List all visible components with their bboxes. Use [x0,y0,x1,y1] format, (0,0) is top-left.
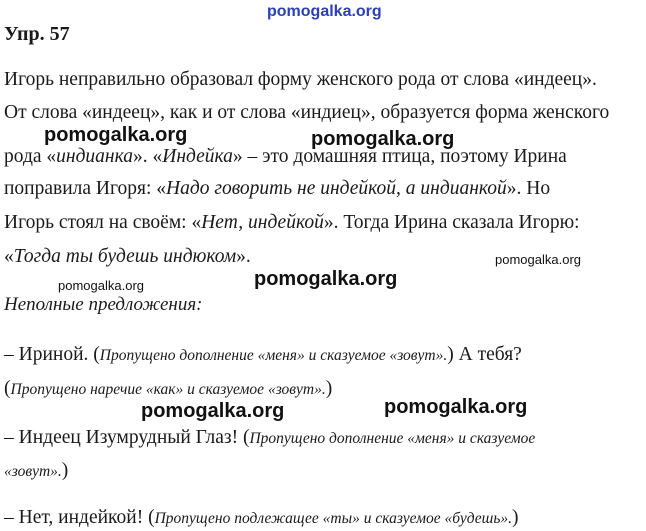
watermark: pomogalka.org [141,400,285,422]
exercise-title: Упр. 57 [4,23,70,45]
paragraph-line-4: поправила Игоря: «Надо говорить не индейкой, а индианкой». Но [4,178,551,199]
paragraph-line-1: Игорь неправильно образовал форму женского рода от слова «индеец». [4,69,597,90]
paragraph-line-2: От слова «индеец», как и от слова «индиец», образуется форма женского [4,102,610,123]
watermark: pomogalka.org [384,396,528,418]
watermark-small: pomogalka.org [58,278,144,293]
watermark: pomogalka.org [311,128,455,150]
item-2-cont: «зовут».) [4,460,69,481]
watermark: pomogalka.org [44,124,188,146]
item-1: – Ириной. (Пропущено дополнение «меня» и сказуемое «зовут».) А тебя? [4,344,522,365]
watermark-small: pomogalka.org [495,252,581,267]
paragraph-line-5: Игорь стоял на своём: «Нет, индейкой». Тогда Ирина сказала Игорю: [4,212,580,233]
paragraph-line-6: «Тогда ты будешь индюком». [4,246,251,267]
section-title: Неполные предложения: [4,294,203,315]
watermark-top: pomogalka.org [267,3,382,20]
paragraph-line-3: рода «индианка». «Индейка» – это домашняя птица, поэтому Ирина [4,146,567,167]
item-1-note: (Пропущено наречие «как» и сказуемое «зовут».) [4,378,333,399]
item-2: – Индеец Изумрудный Глаз! (Пропущено дополнение «меня» и сказуемое [4,427,536,448]
item-3: – Нет, индейкой! (Пропущено подлежащее «ты» и сказуемое «будешь».) [4,507,519,528]
watermark: pomogalka.org [254,268,398,290]
